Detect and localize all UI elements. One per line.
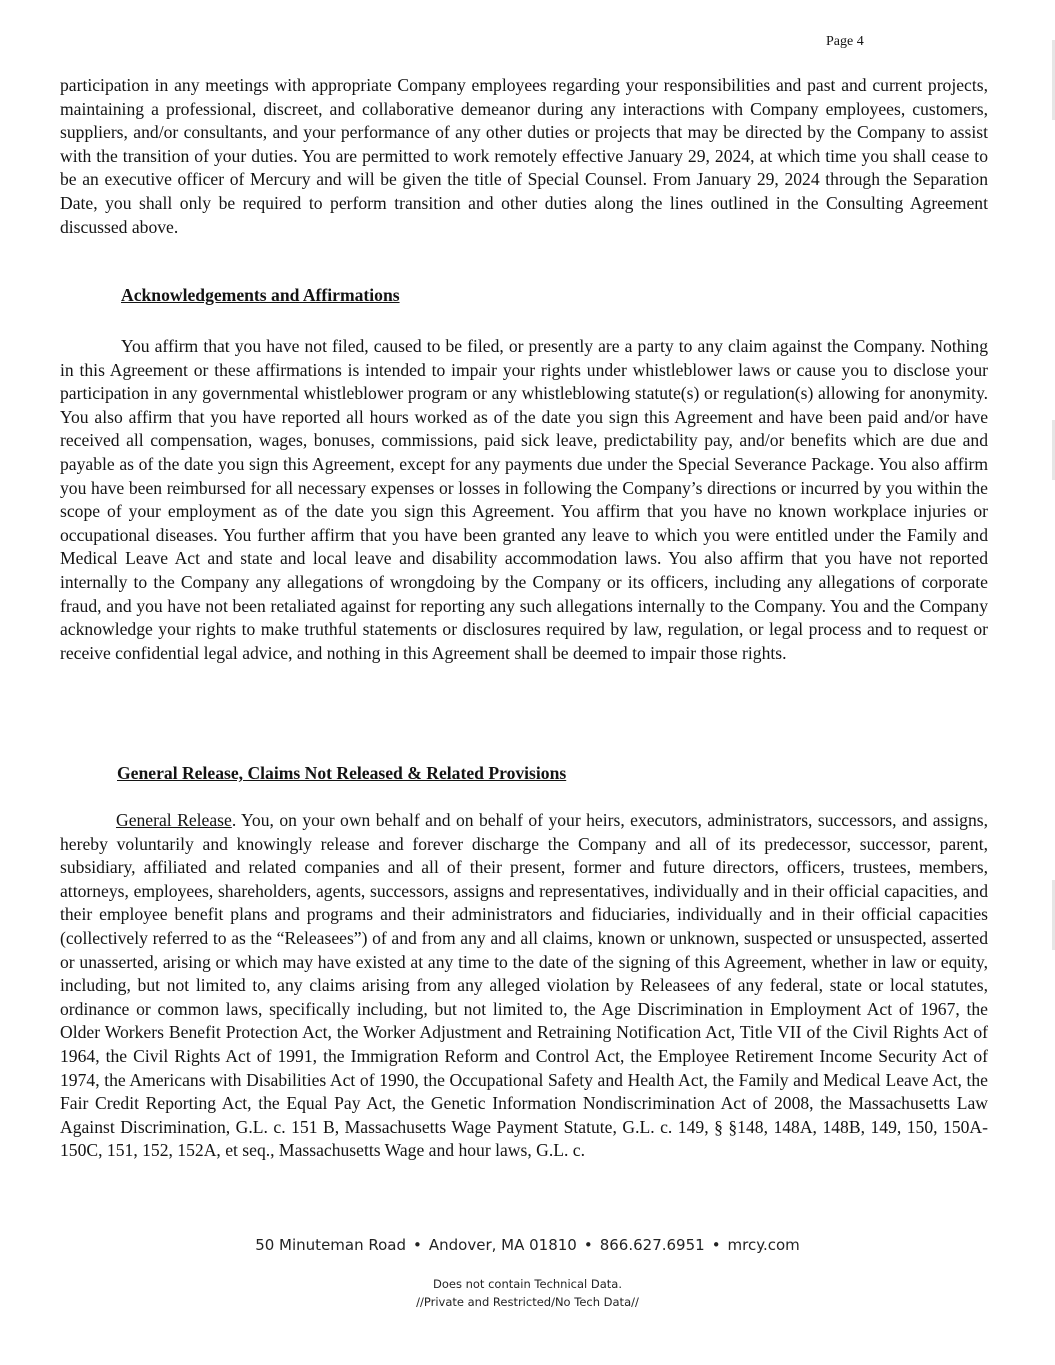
footer-note-technical-data: Does not contain Technical Data. bbox=[432, 1277, 623, 1291]
footer-separator: • bbox=[413, 1236, 422, 1254]
general-release-text: . You, on your own behalf and on behalf of your heirs, executors, administrators, successors, and assigns, hereby voluntarily and knowingly release and forever discharge the Company and all of its predecessor, successor, parent, subsidiary, affiliated and related companies and all of their present, former and future directors, officers, trustees, members, attorneys, employees, shareholders, agents, successors, assigns and representatives, individually and in their official capacities, and their employee benefit plans and programs and their administrators and fiduciaries, individually and in their official capacities (collectively referred to as the “Releasees”) of and from any and all claims, known or unknown, suspected or unsuspected, asserted or unasserted, arising or which may have existed at any time to the date of the signing of this Agreement, whether in law or equity, including, but not limited to, any claims arising from any alleged violation by Releasees of any federal, state or local statutes, ordinance or common laws, specifically including, but not limited to, the Age Discrimination in Employment Act of 1967, the Older Workers Benefit Protection Act, the Worker Adjustment and Retraining Notification Act, Title VII of the Civil Rights Act of 1964, the Civil Rights Act of 1991, the Immigration Reform and Control Act, the Employee Retirement Income Security Act of 1974, the Americans with Disabilities Act of 1990, the Occupational Safety and Health Act, the Family and Medical Leave Act, the Fair Credit Reporting Act, the Equal Pay Act, the Genetic Information Nondiscrimination Act of 2008, the Massachusetts Law Against Discrimination, G.L. c. 151 B, Massachusetts Wage Payment Statute, G.L. c. 149, § §148, 148A, 148B, 149, 150, 150A-150C, 151, 152, 152A, et seq., Massachusetts Wage and hour laws, G.L. c. bbox=[60, 810, 989, 1161]
heading-general-release: General Release, Claims Not Released & Related Provisions bbox=[117, 763, 567, 783]
footer-phone: 866.627.6951 bbox=[599, 1236, 705, 1254]
footer-note-private: //Private and Restricted/No Tech Data// bbox=[416, 1295, 639, 1309]
footer-website: mrcy.com bbox=[727, 1236, 800, 1254]
footer-address bbox=[0, 1236, 1055, 1254]
page-number: Page 4 bbox=[826, 34, 864, 49]
paragraph-general-release bbox=[60, 809, 988, 1163]
heading-acknowledgements: Acknowledgements and Affirmations bbox=[121, 285, 400, 305]
footer-street: 50 Minuteman Road bbox=[255, 1236, 407, 1254]
footer-separator: • bbox=[583, 1236, 593, 1254]
footer-separator: • bbox=[711, 1236, 721, 1254]
paragraph-affirmations: You affirm that you have not filed, caused to be filed, or presently are a party to any claim against the Company. Nothing in this Agreement or these affirmations is intended to impair your rights under whistleblower laws or cause you to disclose your participation in any governmental whistleblower program or any whistleblowing statute(s) or regulation(s) allowing for anonymity. You also affirm that you have reported all hours worked as of the date you sign this Agreement and have been paid and/or have received all compensation, wages, bonuses, commissions, paid sick leave, predictability pay, and/or benefits which are due and payable as of the date you sign this Agreement, except for any payments due under the Special Severance Package. You also affirm you have been reimbursed for all necessary expenses or losses in following the Company’s directions or incurred by you within the scope of your employment as of the date you sign this Agreement. You affirm that you have no known workplace injuries or occupational diseases. You further affirm that you have been granted any leave to which you were entitled under the Family and Medical Leave Act and state and local leave and disability accommodation laws. You also affirm that you have not reported internally to the Company any allegations of wrongdoing by the Company or its officers, including any allegations of corporate fraud, and you have not been retaliated against for reporting any such allegations internally to the Company. You and the Company acknowledge your rights to make truthful statements or disclosures required by law, regulation, or legal process and to request or receive confidential legal advice, and nothing in this Agreement shall be deemed to impair those rights. bbox=[60, 336, 988, 663]
paragraph-transition-duties: participation in any meetings with appropriate Company employees regarding your responsibilities and past and current projects, maintaining a professional, discreet, and collaborative demeanor during any interactions with Company employees, customers, suppliers, and/or consultants, and your performance of any other duties or projects that may be directed by the Company to assist with the transition of your duties. You are permitted to work remotely effective January 29, 2024, at which time you shall cease to be an executive officer of Mercury and will be given the title of Special Counsel. From January 29, 2024 through the Separation Date, you shall only be required to perform transition and other duties along the lines outlined in the Consulting Agreement discussed above. bbox=[60, 75, 988, 237]
footer-city: Andover, MA 01810 bbox=[428, 1236, 577, 1254]
general-release-title: General Release bbox=[116, 810, 232, 830]
